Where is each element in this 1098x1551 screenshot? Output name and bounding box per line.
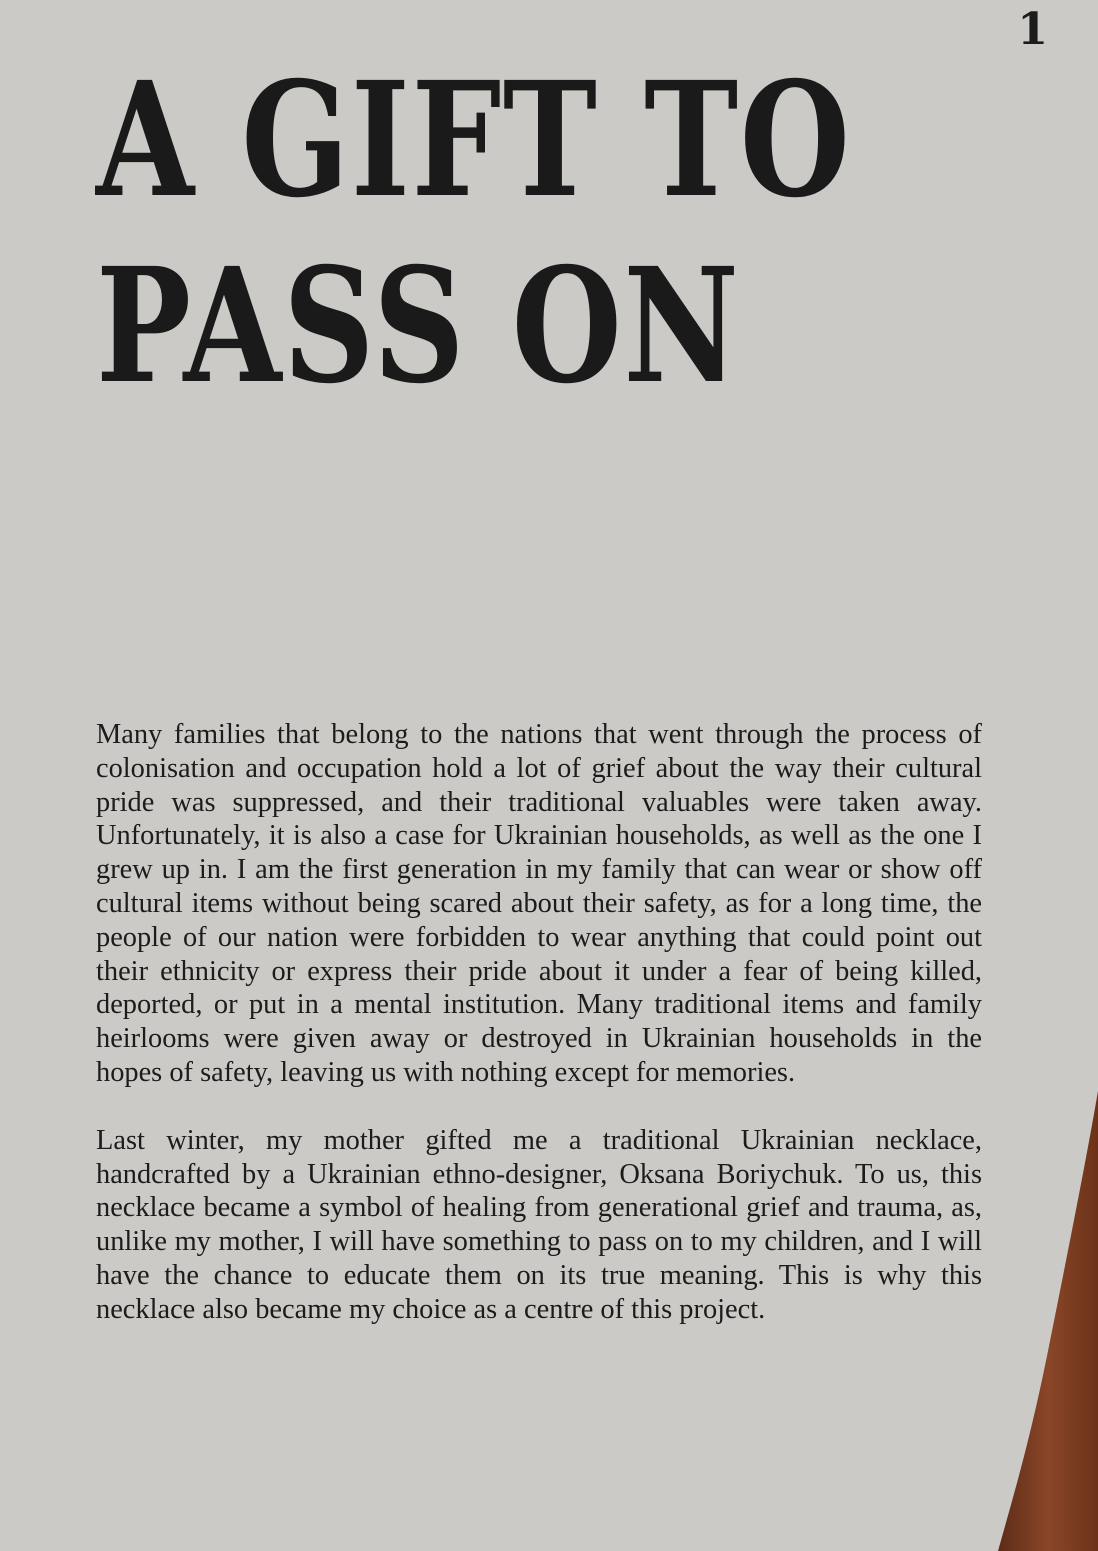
page-title	[96, 48, 852, 420]
body-text	[96, 718, 982, 1361]
title-line-2: PASS ON	[96, 234, 741, 419]
title-line-1: A GIFT TO	[96, 48, 852, 233]
page-number: 1	[1017, 4, 1048, 55]
paragraph: Last winter, my mother gifted me a traditional Ukrainian necklace, handcrafted by a Ukrainian ethno-designer, Oksana Boriychuk. To us, this necklace became a symbol of healing from generational grief and trauma, as, unlike my mother, I will have something to pass on to my children, and I will have the chance to educate them on its true meaning. This is why this necklace also became my choice as a centre of this project.	[96, 1124, 982, 1325]
paragraph: Many families that belong to the nations that went through the process of colonisation and occupation hold a lot of grief about the way their cultural pride was suppressed, and their traditional valuables were taken away. Unfortunately, it is also a case for Ukrainian households, as well as the one I grew up in. I am the first generation in my family that can wear or show off cultural items without being scared about their safety, as for a long time, the people of our nation were forbidden to wear anything that could point out their ethnicity or express their pride about it under a fear of being killed, deported, or put in a mental institution. Many traditional items and family heirlooms were given away or destroyed in Ukrainian households in the hopes of safety, leaving us with nothing except for memories.	[96, 719, 982, 1088]
photo-fragment	[968, 1091, 1098, 1551]
